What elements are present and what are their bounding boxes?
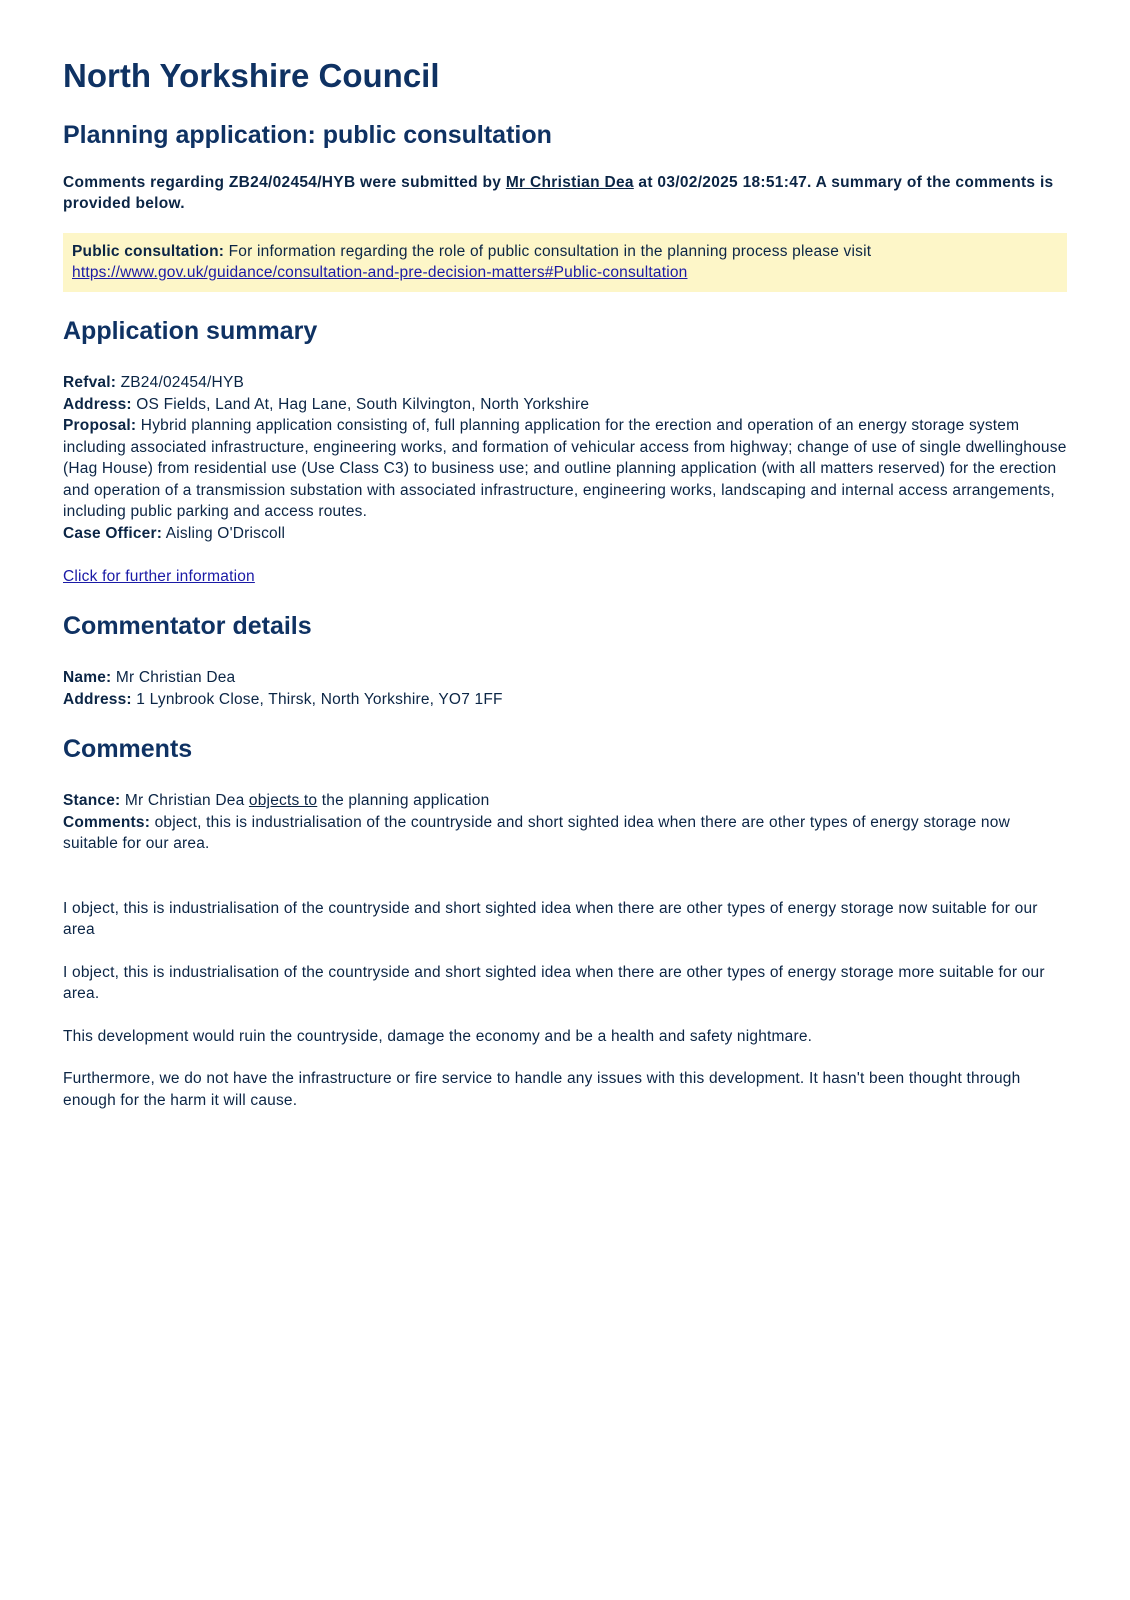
- case-officer-value: Aisling O'Driscoll: [162, 524, 286, 542]
- notice-text: For information regarding the role of public consultation in the planning process please visit: [224, 243, 872, 260]
- refval-value: ZB24/02454/HYB: [116, 374, 245, 391]
- commentator-details-heading: Commentator details: [63, 612, 312, 640]
- stance-suffix: the planning application: [317, 792, 490, 809]
- commentator-address-label: Address:: [63, 690, 132, 708]
- stance-name: Mr Christian Dea: [120, 792, 249, 809]
- comments-text: object, this is industrialisation of the countryside and short sighted idea when there are other types of energy storage now suitable for our area.: [63, 813, 1010, 852]
- proposal-label: Proposal:: [63, 417, 137, 434]
- commentator-name-label: Name:: [63, 669, 112, 686]
- stance-row: [63, 790, 1067, 812]
- intro-paragraph: [63, 172, 1067, 214]
- application-summary-heading: Application summary: [63, 317, 318, 345]
- address-value: OS Fields, Land At, Hag Lane, South Kilvington, North Yorkshire: [131, 395, 590, 413]
- page-title: Planning application: public consultation: [63, 121, 552, 149]
- org-title: North Yorkshire Council: [63, 57, 440, 94]
- refval-row: [63, 372, 1067, 394]
- proposal-row: [63, 415, 1067, 523]
- intro-suffix: at 03/02/2025 18:51:47. A summary of the comments is provided below.: [63, 174, 1054, 212]
- application-summary-details: [63, 372, 1067, 544]
- commentator-name-row: [63, 667, 1067, 689]
- comment-paragraph: I object, this is industrialisation of the countryside and short sighted idea when there are other types of energy storage more suitable for our area.: [63, 963, 1045, 1002]
- stance-label: Stance:: [63, 792, 121, 809]
- commentator-address-value: 1 Lynbrook Close, Thirsk, North Yorkshire, YO7 1FF: [131, 690, 503, 708]
- comments-details: [63, 790, 1067, 855]
- commentator-name-value: Mr Christian Dea: [111, 669, 236, 686]
- comments-heading: Comments: [63, 735, 193, 763]
- proposal-value: Hybrid planning application consisting of, full planning application for the erection and operation of an energy storage system including associated infrastructure, engineering works, and formation of vehicular access from highway; change of use of single dwellinghouse (Hag House) from residential use (Use Class C3) to business use; and outline planning application (with all matters reserved) for the erection and operation of a transmission substation with associated infrastructure, engineering works, landscaping and internal access arrangements, including public parking and access routes.: [63, 417, 1067, 520]
- intro-prefix: Comments regarding ZB24/02454/HYB were submitted by: [63, 174, 506, 191]
- comment-paragraph: This development would ruin the countryside, damage the economy and be a health and safety nightmare.: [63, 1027, 813, 1045]
- public-consultation-notice: [63, 233, 1067, 292]
- refval-label: Refval:: [63, 374, 117, 391]
- commentator-details: [63, 667, 1067, 710]
- further-information-link[interactable]: Click for further information: [63, 568, 255, 585]
- further-info-row: [63, 566, 1067, 587]
- address-label: Address:: [63, 395, 132, 413]
- comment-paragraph: I object, this is industrialisation of the countryside and short sighted idea when there are other types of energy storage now suitable for our area: [63, 899, 1038, 938]
- address-row: [63, 394, 1067, 416]
- commentator-address-row: [63, 689, 1067, 711]
- comments-label: Comments:: [63, 813, 151, 831]
- case-officer-row: [63, 523, 1067, 545]
- case-officer-label: Case Officer:: [63, 524, 163, 542]
- notice-label: Public consultation:: [72, 243, 225, 260]
- stance-value: objects to: [248, 792, 318, 809]
- consultation-guidance-link[interactable]: https://www.gov.uk/guidance/consultation-and-pre-decision-matters#Public-consultation: [72, 264, 688, 281]
- comments-row: [63, 812, 1067, 855]
- comment-paragraph: Furthermore, we do not have the infrastructure or fire service to handle any issues with this development. It hasn't been thought through enough for the harm it will cause.: [63, 1070, 1021, 1109]
- submitter-link[interactable]: Mr Christian Dea: [505, 174, 634, 191]
